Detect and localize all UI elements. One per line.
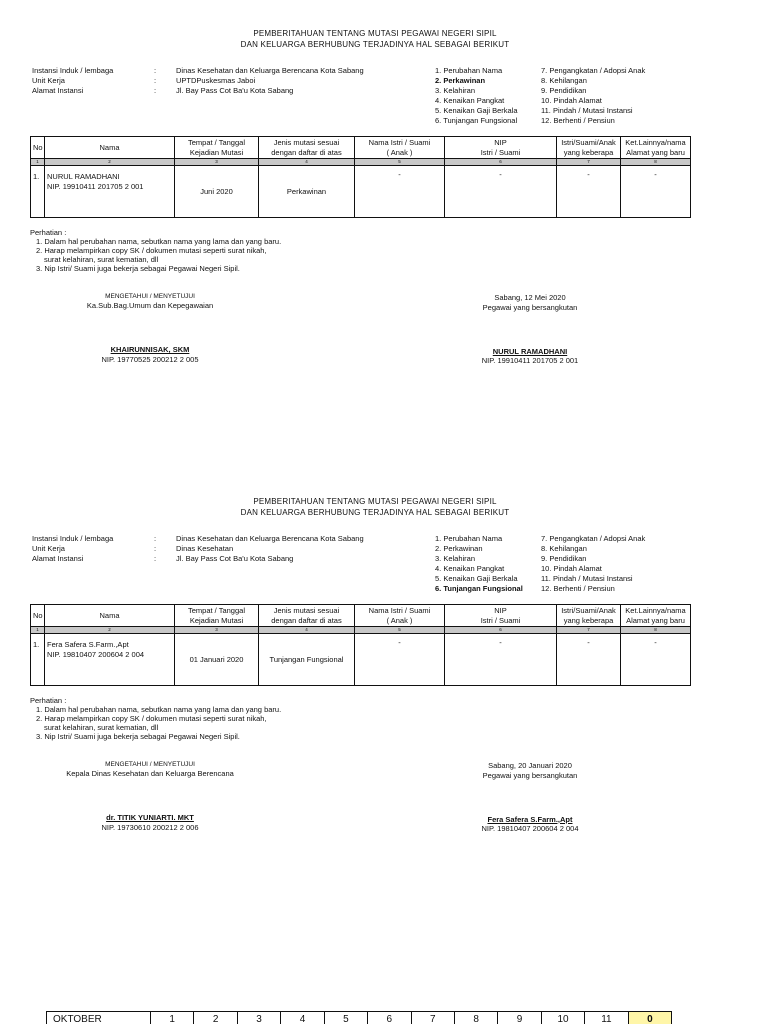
- notes-section: [30, 696, 698, 741]
- month-label: OKTOBER: [47, 1012, 151, 1024]
- type-item: 1. Perubahan Nama: [435, 66, 503, 75]
- signature-employee: [410, 293, 650, 366]
- type-item-selected: 6. Tunjangan Fungsional: [435, 584, 523, 593]
- institution-info: [30, 66, 698, 124]
- approver-caption: MENGETAHUI / MENYETUJUI: [105, 293, 195, 300]
- cell-jenis: Tunjangan Fungsional: [259, 634, 355, 686]
- type-item: 7. Pengangkatan / Adopsi Anak: [541, 66, 646, 75]
- col-number: 4: [259, 627, 355, 634]
- cell-nip-istri: -: [445, 166, 557, 218]
- month-cell: 2: [194, 1012, 237, 1024]
- header-istri: Nama Istri / Suami ( Anak ): [355, 605, 445, 627]
- label-unit-kerja: Unit Kerja: [32, 76, 65, 85]
- month-cell: 9: [498, 1012, 541, 1024]
- note-item: 2. Harap melampirkan copy SK / dokumen mutasi seperti surat nikah,: [36, 246, 267, 255]
- month-cell: 11: [585, 1012, 628, 1024]
- cell-jenis: Perkawinan: [259, 166, 355, 218]
- header-jenis: Jenis mutasi sesuai dengan daftar di atas: [259, 605, 355, 627]
- form-title-line2: DAN KELUARGA BERHUBUNG TERJADINYA HAL SEBAGAI BERIKUT: [240, 508, 510, 517]
- header-anak: Istri/Suami/Anak yang keberapa: [557, 137, 621, 159]
- type-item: 3. Kelahiran: [435, 86, 476, 95]
- sign-date: Sabang, 20 Januari 2020: [488, 761, 572, 770]
- cell-tempat: 01 Januari 2020: [175, 634, 259, 686]
- value-instansi: Dinas Kesehatan dan Keluarga Berencana Kota Sabang: [176, 534, 364, 543]
- note-item: 3. Nip Istri/ Suami juga bekerja sebagai Pegawai Negeri Sipil.: [36, 264, 240, 273]
- value-unit-kerja: Dinas Kesehatan: [176, 544, 234, 553]
- col-number: 2: [45, 159, 175, 166]
- mutation-types-list-b: [541, 534, 645, 594]
- notes-title: Perhatian :: [30, 696, 67, 705]
- colon: :: [154, 76, 157, 85]
- type-item: 3. Kelahiran: [435, 554, 476, 563]
- label-alamat: Alamat Instansi: [32, 554, 84, 563]
- col-number: 8: [621, 627, 691, 634]
- employee-name: NURUL RAMADHANI: [47, 172, 120, 181]
- cell-istri: -: [355, 166, 445, 218]
- type-item-selected: 2. Perkawinan: [435, 76, 486, 85]
- type-item: 5. Kenaikan Gaji Berkala: [435, 106, 518, 115]
- notes-title: Perhatian :: [30, 228, 67, 237]
- form-title: [52, 496, 698, 518]
- header-istri: Nama Istri / Suami ( Anak ): [355, 137, 445, 159]
- header-anak: Istri/Suami/Anak yang keberapa: [557, 605, 621, 627]
- column-number-row: [31, 159, 691, 166]
- col-number: 6: [445, 627, 557, 634]
- note-item: 1. Dalam hal perubahan nama, sebutkan nama yang lama dan yang baru.: [36, 237, 282, 246]
- institution-info: [30, 534, 698, 592]
- note-item: 1. Dalam hal perubahan nama, sebutkan nama yang lama dan yang baru.: [36, 705, 282, 714]
- cell-anak: -: [557, 166, 621, 218]
- header-no: No: [31, 137, 45, 159]
- sign-date: Sabang, 12 Mei 2020: [494, 293, 566, 302]
- header-no: No: [31, 605, 45, 627]
- label-alamat: Alamat Instansi: [32, 86, 84, 95]
- value-unit-kerja: UPTDPuskesmas Jaboi: [176, 76, 256, 85]
- type-item: 11. Pindah / Mutasi Instansi: [541, 106, 633, 115]
- employee-caption: Pegawai yang bersangkutan: [482, 302, 578, 312]
- month-cell: 7: [412, 1012, 455, 1024]
- type-item: 9. Pendidikan: [541, 554, 587, 563]
- type-item: 10. Pindah Alamat: [541, 96, 602, 105]
- col-number: 4: [259, 159, 355, 166]
- notes-section: [30, 228, 698, 273]
- table-row: [31, 166, 691, 218]
- colon: :: [154, 534, 157, 543]
- month-cell: 5: [325, 1012, 368, 1024]
- cell-tempat: Juni 2020: [175, 166, 259, 218]
- table-row: [31, 634, 691, 686]
- type-item: 8. Kehilangan: [541, 544, 587, 553]
- type-item: 11. Pindah / Mutasi Instansi: [541, 574, 633, 583]
- cell-nip-istri: -: [445, 634, 557, 686]
- header-nip: NIP Istri / Suami: [445, 605, 557, 627]
- signature-employee: [410, 761, 650, 834]
- mutation-table: [30, 604, 691, 686]
- col-number: 3: [175, 627, 259, 634]
- mutation-table: [30, 136, 691, 218]
- col-number: 6: [445, 159, 557, 166]
- cell-no: 1.: [31, 166, 45, 218]
- colon: :: [154, 544, 157, 553]
- approver-title: Ka.Sub.Bag.Umum dan Kepegawaian: [86, 301, 214, 311]
- note-item: 3. Nip Istri/ Suami juga bekerja sebagai Pegawai Negeri Sipil.: [36, 732, 240, 741]
- month-cell: 1: [151, 1012, 194, 1024]
- mutation-form-1: [30, 28, 698, 366]
- employee-nip: NIP. 19810407 200604 2 004: [47, 650, 145, 659]
- employee-sign-name: NURUL RAMADHANI: [492, 346, 568, 356]
- mutation-types-list-a: [435, 66, 518, 126]
- col-number: 1: [31, 159, 45, 166]
- employee-name: Fera Safera S.Farm.,Apt: [47, 640, 129, 649]
- colon: :: [154, 66, 157, 75]
- label-instansi: Instansi Induk / lembaga: [32, 66, 114, 75]
- signature-section: [30, 761, 698, 834]
- employee-sign-nip: NIP. 19910411 201705 2 001: [481, 356, 579, 366]
- header-tempat: Tempat / Tanggal Kejadian Mutasi: [175, 605, 259, 627]
- month-cell: 3: [238, 1012, 281, 1024]
- form-title-line1: PEMBERITAHUAN TENTANG MUTASI PEGAWAI NEGERI SIPIL: [253, 29, 497, 38]
- value-instansi: Dinas Kesehatan dan Keluarga Berencana Kota Sabang: [176, 66, 364, 75]
- col-number: 5: [355, 627, 445, 634]
- col-number: 7: [557, 627, 621, 634]
- type-item: 10. Pindah Alamat: [541, 564, 602, 573]
- cell-ket: -: [621, 634, 691, 686]
- cell-nama: [45, 166, 175, 218]
- header-tempat: Tempat / Tanggal Kejadian Mutasi: [175, 137, 259, 159]
- column-number-row: [31, 627, 691, 634]
- employee-sign-name: Fera Safera S.Farm.,Apt: [487, 814, 573, 824]
- approver-name: KHAIRUNNISAK, SKM: [110, 345, 190, 355]
- month-row: [46, 1011, 672, 1024]
- header-nip: NIP Istri / Suami: [445, 137, 557, 159]
- mutation-types-list-a: [435, 534, 523, 594]
- col-number: 3: [175, 159, 259, 166]
- header-nama: Nama: [45, 605, 175, 627]
- mutation-types-list-b: [541, 66, 645, 126]
- header-nama: Nama: [45, 137, 175, 159]
- table-header-row: [31, 137, 691, 159]
- month-cell-highlighted: 0: [629, 1012, 671, 1024]
- form-title-line1: PEMBERITAHUAN TENTANG MUTASI PEGAWAI NEGERI SIPIL: [253, 497, 497, 506]
- month-cell: 6: [368, 1012, 411, 1024]
- approver-title: Kepala Dinas Kesehatan dan Keluarga Berencana: [66, 769, 234, 779]
- signature-approver: [30, 761, 270, 833]
- cell-ket: -: [621, 166, 691, 218]
- note-item: 2. Harap melampirkan copy SK / dokumen mutasi seperti surat nikah,: [36, 714, 267, 723]
- type-item: 8. Kehilangan: [541, 76, 587, 85]
- employee-nip: NIP. 19910411 201705 2 001: [47, 182, 144, 191]
- type-item: 4. Kenaikan Pangkat: [435, 564, 505, 573]
- signature-section: [30, 293, 698, 366]
- col-number: 7: [557, 159, 621, 166]
- label-instansi: Instansi Induk / lembaga: [32, 534, 114, 543]
- cell-anak: -: [557, 634, 621, 686]
- approver-nip: NIP. 19730610 200212 2 006: [101, 822, 199, 832]
- employee-sign-nip: NIP. 19810407 200604 2 004: [481, 824, 579, 834]
- approver-nip: NIP. 19770525 200212 2 005: [101, 354, 199, 364]
- value-alamat: Jl. Bay Pass Cot Ba'u Kota Sabang: [176, 554, 294, 563]
- type-item: 12. Berhenti / Pensiun: [541, 584, 615, 593]
- form-title-line2: DAN KELUARGA BERHUBUNG TERJADINYA HAL SEBAGAI BERIKUT: [240, 40, 510, 49]
- type-item: 5. Kenaikan Gaji Berkala: [435, 574, 518, 583]
- type-item: 12. Berhenti / Pensiun: [541, 116, 615, 125]
- cell-nama: [45, 634, 175, 686]
- month-cell: 4: [281, 1012, 324, 1024]
- col-number: 1: [31, 627, 45, 634]
- value-alamat: Jl. Bay Pass Cot Ba'u Kota Sabang: [176, 86, 294, 95]
- type-item: 6. Tunjangan Fungsional: [435, 116, 518, 125]
- col-number: 2: [45, 627, 175, 634]
- cell-istri: -: [355, 634, 445, 686]
- colon: :: [154, 554, 157, 563]
- note-item: surat kelahiran, surat kematian, dll: [44, 255, 159, 264]
- colon: :: [154, 86, 157, 95]
- type-item: 7. Pengangkatan / Adopsi Anak: [541, 534, 646, 543]
- form-title: [52, 28, 698, 50]
- note-item: surat kelahiran, surat kematian, dll: [44, 723, 159, 732]
- header-jenis: Jenis mutasi sesuai dengan daftar di atas: [259, 137, 355, 159]
- type-item: 2. Perkawinan: [435, 544, 483, 553]
- month-cell: 8: [455, 1012, 498, 1024]
- mutation-form-2: [30, 496, 698, 834]
- header-ket: Ket.Lainnya/nama Alamat yang baru: [621, 137, 691, 159]
- month-cell: 10: [542, 1012, 585, 1024]
- approver-caption: MENGETAHUI / MENYETUJUI: [105, 761, 195, 768]
- table-header-row: [31, 605, 691, 627]
- approver-name: dr. TITIK YUNIARTI. MKT: [106, 813, 194, 823]
- col-number: 8: [621, 159, 691, 166]
- type-item: 4. Kenaikan Pangkat: [435, 96, 505, 105]
- label-unit-kerja: Unit Kerja: [32, 544, 65, 553]
- type-item: 9. Pendidikan: [541, 86, 587, 95]
- signature-approver: [30, 293, 270, 365]
- employee-caption: Pegawai yang bersangkutan: [482, 770, 578, 780]
- type-item: 1. Perubahan Nama: [435, 534, 503, 543]
- col-number: 5: [355, 159, 445, 166]
- cell-no: 1.: [31, 634, 45, 686]
- header-ket: Ket.Lainnya/nama Alamat yang baru: [621, 605, 691, 627]
